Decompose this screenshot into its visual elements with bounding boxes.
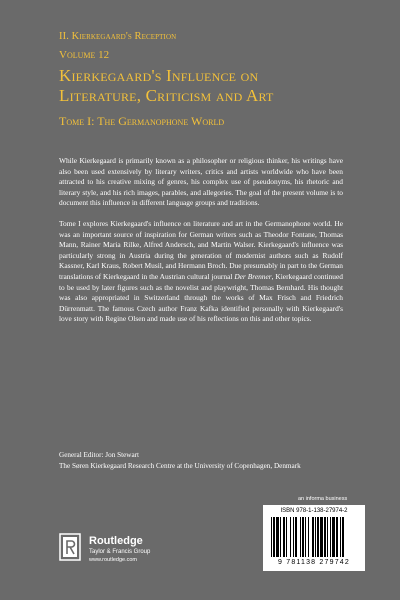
description-paragraph-1: While Kierkegaard is primarily known as a philosopher or religious thinker, his writings have also been used extensively by literary writers, critics and artists worldwide who have been attracted to his creative mixing of genres, his complex use of pseudonyms, his rhetoric and literary style, and his rich images, parables, and allegories. The goal of the present volume is to document this influence in different language groups and traditions.: [59, 156, 343, 208]
series-title: II. Kierkegaard's Reception: [59, 31, 177, 42]
publisher-group: Taylor & Francis Group: [89, 549, 151, 555]
informa-tagline: an informa business: [298, 496, 348, 502]
barcode-digits: 9 781138 279742: [278, 559, 350, 566]
credits: [59, 450, 359, 471]
isbn-label: ISBN 978-1-138-27974-2: [280, 508, 348, 514]
routledge-logo: [59, 533, 179, 561]
book-title: [59, 66, 379, 106]
research-centre: The Søren Kierkegaard Research Centre at the University of Copenhagen, Denmark: [59, 461, 301, 470]
volume-number: Volume 12: [59, 49, 110, 61]
description-paragraph-2: [59, 219, 343, 325]
publisher-name: Routledge: [89, 535, 143, 547]
journal-title: Der Brenner: [234, 271, 272, 281]
publisher-url: www.routledge.com: [89, 557, 137, 563]
general-editor: General Editor: Jon Stewart: [59, 451, 140, 459]
tome-subtitle: Tome I: The Germanophone World: [59, 114, 225, 128]
paragraph-2-text-a: Tome I explores Kierkegaard's influence on literature and art in the Germanophone world. He was an important source of inspiration for German writers such as Theodor Fontane, Thomas Mann, Rainer Maria Rilke, Alfred Andersch, and Martin Walser. Kierkegaard's influence was particularly strong in Austria during the generation of modernist authors such as Rudolf Kassner, Karl Kraus, Robert Musil, and Hermann Broch. Due presumably in part to the German translations of Kierkegaard in the Austrian cultural journal: [59, 218, 343, 281]
barcode: [263, 505, 365, 571]
book-title-line-2: Literature, Criticism and Art: [59, 86, 274, 105]
description: [59, 156, 343, 335]
book-title-line-1: Kierkegaard's Influence on: [59, 66, 259, 85]
barcode-bars-icon: [271, 517, 361, 557]
routledge-mark-icon: [59, 533, 81, 561]
paragraph-2-text-b: , Kierkegaard continued to be used by later figures such as the novelist and playwright, Thomas Bernhard. His thought was also appropriated in Switzerland through the works of Max Frisch and Friedrich Dürrenmatt. The famous Czech author Franz Kafka identified personally with Kierkegaard's love story with Regine Olsen and made use of his reflections on this and other topics.: [59, 271, 343, 324]
